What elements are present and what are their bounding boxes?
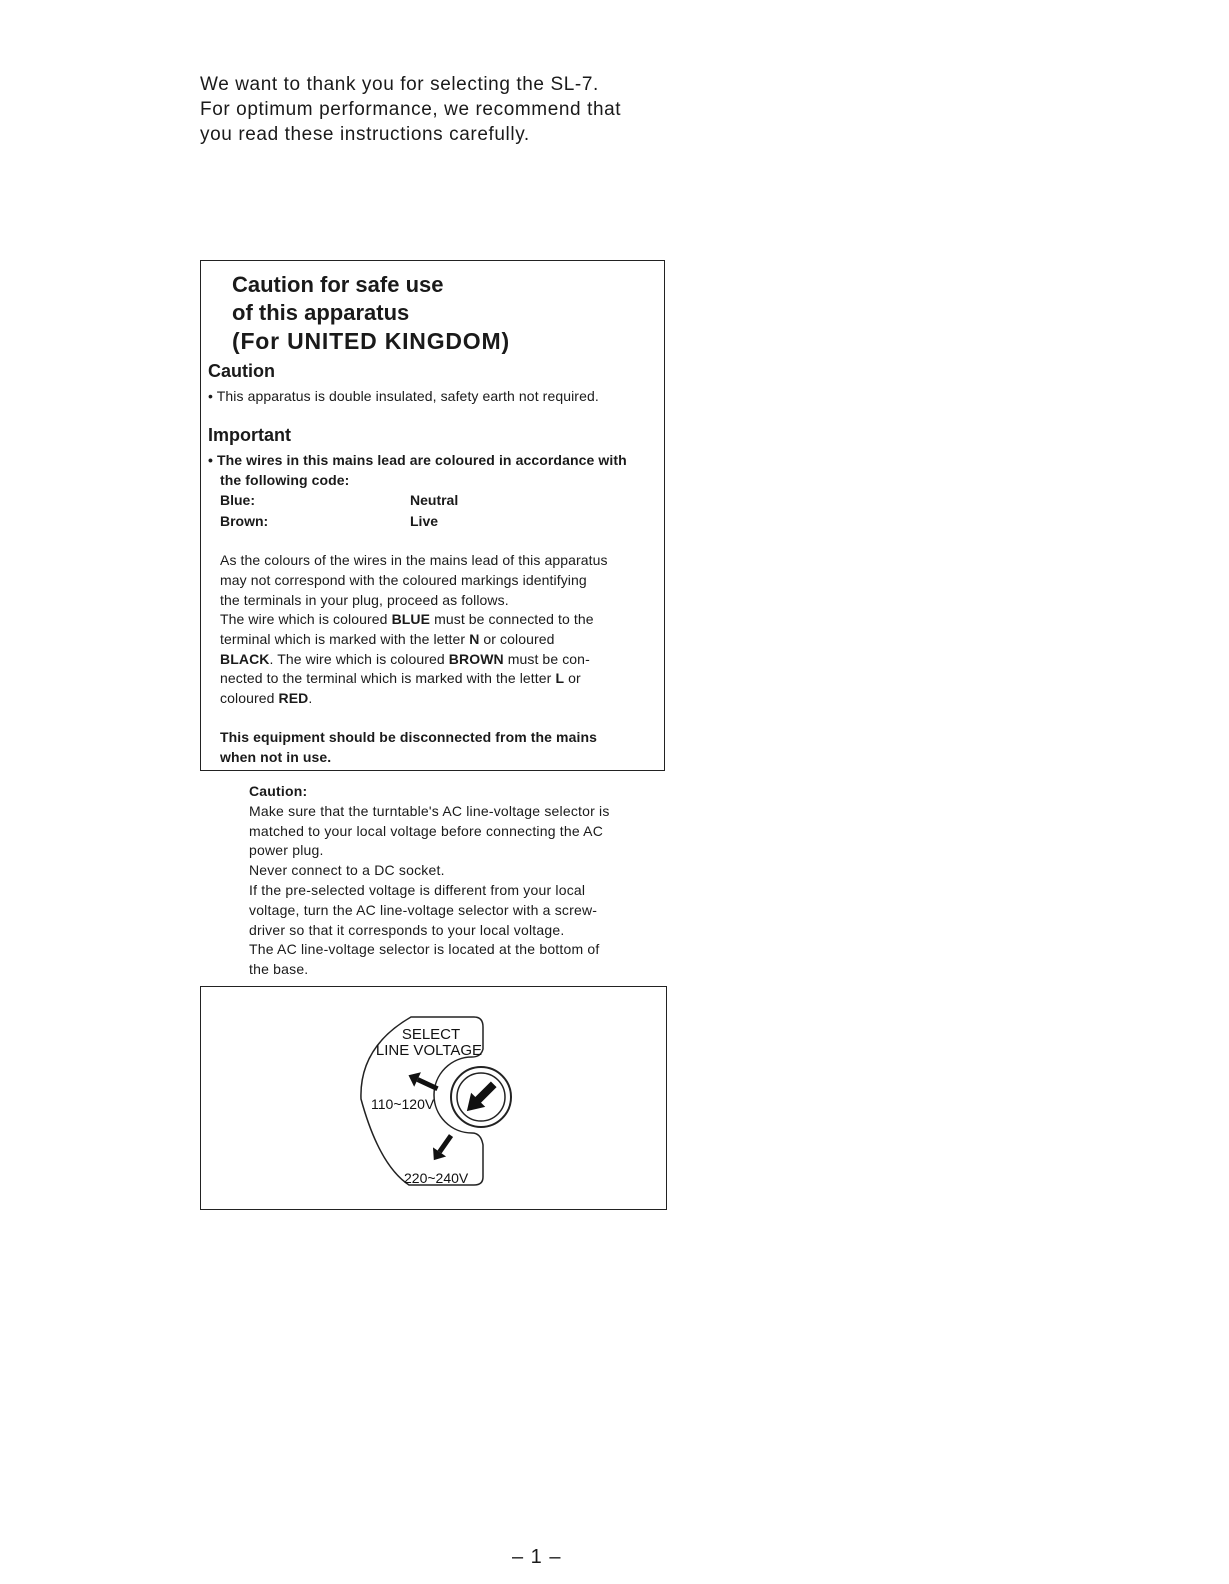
disconnect-notice: This equipment should be disconnected from the mains — [220, 729, 598, 745]
voltage-caution-line: Make sure that the turntable's AC line-voltage selector is — [249, 802, 610, 819]
caution-heading: Caution — [208, 361, 275, 381]
voltage-selector-diagram-box — [200, 986, 667, 1210]
safety-title — [232, 271, 510, 355]
para-line: the terminals in your plug, proceed as follows. — [220, 592, 509, 608]
voltage-caution-line: the base. — [249, 961, 309, 978]
voltage-caution-line: power plug. — [249, 842, 324, 859]
para-line: As the colours of the wires in the mains lead of this apparatus — [220, 552, 608, 568]
label-110-120v: 110~120V — [371, 1096, 435, 1112]
wire-text: must be connected to the — [430, 611, 594, 627]
caution-text: • This apparatus is double insulated, safety earth not required. — [208, 388, 599, 404]
wire-text: . The wire which is coloured — [269, 651, 449, 667]
uk-safety-box — [200, 260, 665, 771]
wire-line — [220, 610, 594, 630]
voltage-caution-line: The AC line-voltage selector is located at the bottom of — [249, 941, 600, 958]
label-220-240v: 220~240V — [404, 1170, 469, 1186]
arrow-high-voltage-icon — [427, 1131, 457, 1165]
voltage-caution-line: Never connect to a DC socket. — [249, 862, 445, 879]
safety-title-line: Caution for safe use — [232, 272, 444, 297]
code-meaning: Neutral — [410, 492, 459, 508]
wire-color-blue: BLUE — [391, 611, 431, 627]
wire-text: must be con- — [503, 651, 590, 667]
wire-text: coloured — [220, 690, 279, 706]
intro-paragraph — [200, 72, 680, 147]
wire-line — [220, 669, 581, 689]
wire-text: or coloured — [479, 631, 555, 647]
wire-line — [220, 689, 312, 709]
voltage-caution-line: voltage, turn the AC line-voltage selector with a screw- — [249, 901, 598, 918]
important-heading: Important — [208, 425, 291, 445]
important-line: • The wires in this mains lead are coloured in accordance with — [208, 452, 627, 468]
wire-letter-l: L — [555, 670, 565, 686]
wire-text: The wire which is coloured — [220, 611, 392, 627]
wire-line — [220, 650, 590, 670]
page-number: – 1 – — [512, 1546, 562, 1568]
voltage-caution-line: matched to your local voltage before connecting the AC — [249, 822, 604, 839]
voltage-selector-diagram — [201, 987, 666, 1209]
wire-color-red: RED — [278, 690, 309, 706]
voltage-caution-line: If the pre-selected voltage is different from your local — [249, 881, 586, 898]
intro-line: you read these instructions carefully. — [200, 124, 530, 145]
voltage-caution-line: driver so that it corresponds to your local voltage. — [249, 921, 565, 938]
intro-line: For optimum performance, we recommend that — [200, 99, 622, 120]
wire-text: . — [308, 690, 313, 706]
wire-text: or — [564, 670, 581, 686]
code-color: Brown: — [220, 513, 269, 529]
wire-text: nected to the terminal which is marked with the letter — [220, 670, 556, 686]
safety-title-line: of this apparatus — [232, 300, 410, 325]
label-select: SELECT — [401, 1026, 461, 1043]
wire-text: terminal which is marked with the letter — [220, 631, 470, 647]
wire-line — [220, 630, 555, 650]
wire-letter-n: N — [469, 631, 480, 647]
voltage-caution-heading: Caution: — [249, 783, 308, 799]
disconnect-notice: when not in use. — [220, 749, 332, 765]
voltage-caution — [249, 782, 679, 980]
code-color: Blue: — [220, 492, 255, 508]
para-line: may not correspond with the coloured markings identifying — [220, 572, 587, 588]
selector-pointer-icon — [460, 1077, 501, 1118]
safety-title-line: (For UNITED KINGDOM) — [232, 328, 510, 354]
code-meaning: Live — [410, 513, 439, 529]
label-line-voltage: LINE VOLTAGE — [375, 1042, 483, 1059]
important-line: the following code: — [220, 472, 350, 488]
wire-color-black: BLACK — [220, 651, 270, 667]
intro-line: We want to thank you for selecting the SL-7. — [200, 74, 599, 95]
wire-color-brown: BROWN — [448, 651, 504, 667]
